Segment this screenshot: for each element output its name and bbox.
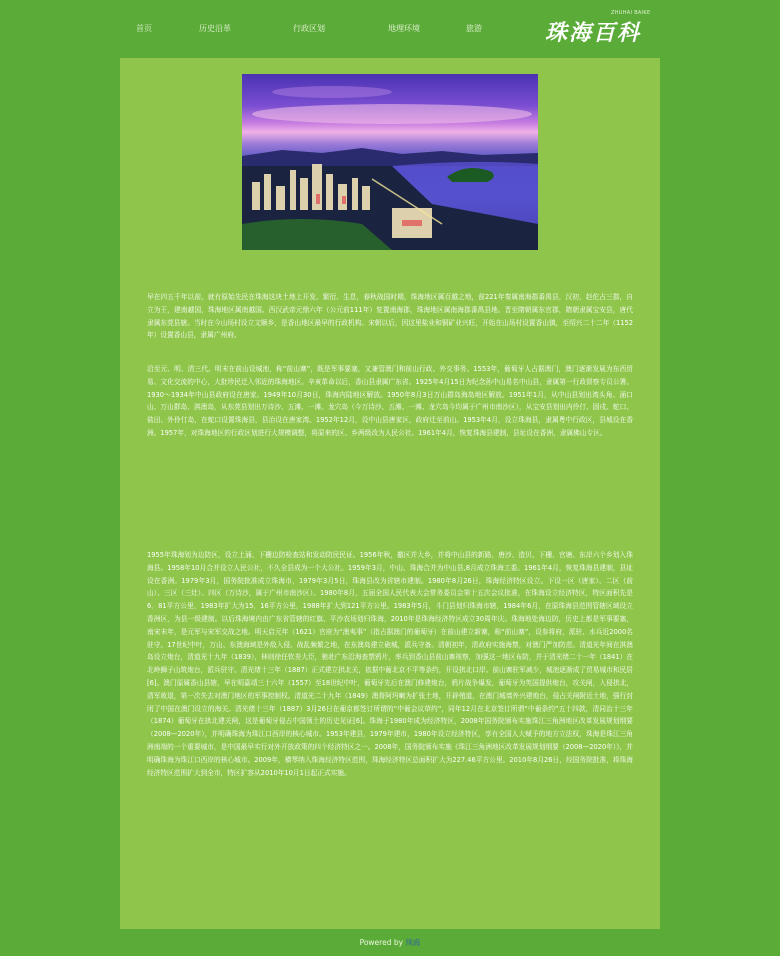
- nav-item-districts[interactable]: 行政区划: [293, 24, 325, 33]
- city-night-photo: [242, 74, 538, 250]
- site-logo[interactable]: 珠海百科: [545, 20, 642, 46]
- nav-item-history[interactable]: 历史沿革: [199, 24, 231, 33]
- nav-item-geography[interactable]: 地理环境: [388, 24, 420, 33]
- nav-item-tourism[interactable]: 旅游: [466, 24, 482, 33]
- paragraph-history-ming-qing: 沿至元、明、清三代。明末在前山设城池，称“前山寨”，既是军事要塞，又兼管澳门和前山行政、外交事务。1553年，葡萄牙人占据澳门，澳门逐渐发展为东西贸易、文化交流的中心，大批珍民迁入邻近的珠海地区。辛亥革命以后，香山县隶属广东省。1925年4月15日为纪念孙中山易名中山县，隶属第一行政督察专员公署。1930～1934年中山县政府设在唐家。1949年10月30日，珠海内陆地区解放。1950年8月3日万山群岛海岛地区解放。1951年1月，从中山县划出湾头角、涌口山、万山群岛、淇澳岛，从东莞县划出万诗沙、五滩、一滩、龙穴岛（今万诗沙、五滩、一滩、龙穴岛今均属于广州市南沙区），从宝安县划出内伶仃、固戍、蛇口、盐田、外伶仃岛，在蛇口设置珠海县，县治设在唐家湾。1952年12月，设中山县唐家区，政府迁至前山。1953年4月，设立珠海县，隶属粤中行政区，县城设在香洲。1957年，对珠海地区的行政区划进行大规模调整，将原来的区、乡两级改为人民公社。1961年4月，恢复珠海县建制，县址设在香洲，隶属佛山专区。: [147, 365, 633, 437]
- paragraph-history-modern: 1955年珠海划为边防区，设立上涌、下栅边防检查站和发动防民民证。1956年秋，撤区并大乡，并将中山县的新路、唐沙、造贝、下栅、官塘、东岸六个乡划入珠海县。1958年10月合并设立人民公社，不久全县成为一个大公社。1959年3月，中山、珠海合并为中山县,8月成立珠海工委。1961年4月，恢复珠海县建制，县址设在香洲。1979年3月，国务院批准成立珠海市，1979年3月5日，珠海县改为省辖市建制。1980年8月26日，珠海经济特区设立。下设一区（唐家）、二区（前山）、三区（三灶）、四区（万诗沙，属于广州市南沙区）。1980年8月，五届全国人民代表大会常务委员会第十五次会议批准，在珠海设立经济特区，特区面积先是6．81平方公里，1983年扩大为15．16平方公里，1988年扩大到121平方公里。1983年5月，斗门县划归珠海市辖，1984年6月，在原珠海县范围管辖区域设立香洲区，为县一级建制。以后珠海境内由广东省管辖的红旗、平沙农场划归珠海，2010年是珠海经济特区成立30周年庆。珠海地处海边防，历史上都是军事要塞，南宋末年，是元军与宋军交战之地。明天启元年（1621）官府为“澳夷事”（指占据澳门的葡萄牙）在前山建立新寨，称“前山寨”，设参将府，派驻、水兵近2000名驻守。17世纪中叶，万山、东澳海域是外敌入侵、战乱频繁之地，在东澳岛建立砲城，派兵守备。清朝初年，清政府实施海禁，对澳门严加防范。清道光年间在淇澳岛设立炮台，清道光十九年（1839），林则徐任钦差大臣，驰赴广东沿海查禁鸦片，率兵到香山县前山寨视察，加强这一地区布防，并于清光绪二十一年（1841）在北岭狮子山筑炮台，派兵驻守。清光绪十三年（1887）正式建立拱北关，依据中葡北京不平等条约，开设拱北口岸。前山寨驻军减少，城池逐渐成了贸易城市和民居[6]。澳门原属香山县辖，早在明嘉靖三十六年（1557）至18世纪中叶，葡萄牙先后在澳门修建炮台，鸦片战争爆发，葡萄牙为英国提供炮台，攻关闸，入侵拱北，清军败退，第一次失去对澳门地区的军事控制权。清道光二十九年（1849）澳督阿玛喇为扩张土地，开辟殖道，在澳门城墙外兴建炮台，侵占关闸附近土地，强行封闭了中国在澳门设立的海关。清光绪十三年（1887）3月26日在葡京都签订所谓的“中葡会议草约”，同年12月在北京签订所谓“中葡条约”五十四款，清同治十三年（1874）葡萄牙在拱北建关闸，这是葡萄牙侵占中国领土的历史见证[6]。珠海于1980年成为经济特区，2008年国务院颁布实施珠江三角洲地区改革发展规划纲要（2008—2020年），并明确珠海为珠江口西岸的核心城市。1953年建县，1979年建市，1980年设立经济特区，享有全国人大赋予的地方立法权，珠海是珠江三角洲南端的一个重要城市，是中国最早实行对外开放政策的四个经济特区之一。2008年，国务院颁布实施《珠江三角洲地区改革发展规划纲要（2008—2020年）》，并明确珠海为珠江口西岸的核心城市。2009年，横琴纳入珠海经济特区范围，珠海经济特区总面积扩大为227.46平方公里。2010年8月26日，经国务院批准，将珠海经济特区范围扩大到全市，特区扩容从2010年10月1日起正式实施。: [147, 551, 633, 777]
- paragraph-history-ancient: 早在四五千年以前，就有原始先民在珠海这块土地上开发、繁衍、生息，春秋战国时期，珠海地区属百越之地，前221年秦属南海郡番禺县，汉初，赵佗占三郡，自立为王，建南越国，珠海地区属南越国。西汉武帝元鼎六年（公元前111年）复置南海郡，珠海地区属南海郡番禺县地。晋至隋朝属东官郡，隋朝隶属宝安县，唐代隶属东莞县辖。当时在今山场村设立文顺乡，是香山地区最早的行政机构。宋朝以后，因这里盐业和铜矿业兴旺，开始在山场村设置香山镇，至绍兴二十二年（1152年）设置香山县，隶属广州府。: [147, 293, 633, 340]
- content-panel: [120, 58, 660, 929]
- nav-item-home[interactable]: 首页: [136, 24, 152, 33]
- header: [0, 0, 780, 58]
- hero-image: [242, 74, 538, 250]
- footer: [0, 937, 780, 948]
- footer-powered-by: Powered by: [359, 938, 404, 947]
- logo-subtitle: ZHUHAI BAIKE: [611, 10, 651, 16]
- footer-link[interactable]: 珠海: [405, 938, 421, 947]
